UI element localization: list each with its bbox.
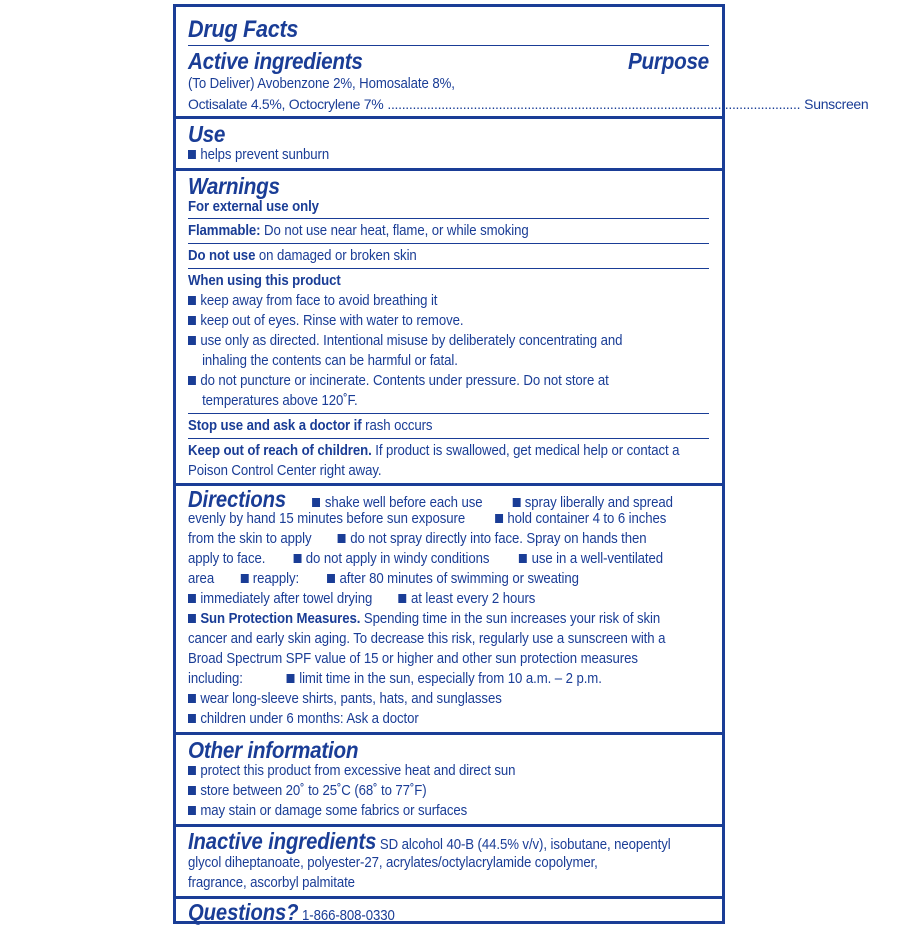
directions-line-1: [188, 486, 673, 512]
when-using-heading: When using this product: [188, 272, 341, 289]
flammable-label: Flammable:: [188, 222, 261, 239]
do-not-use-label: Do not use: [188, 247, 256, 264]
direction-9: immediately after towel drying: [200, 590, 373, 607]
drug-facts-header: [188, 7, 709, 45]
keep-out-text: If product is swallowed, get medical help or contact a: [371, 442, 680, 459]
bullet-icon: [188, 806, 196, 815]
active-ingredients-heading: Active ingredients: [188, 48, 363, 74]
active-line-2-text: Octisalate 4.5%, Octocrylene 7%: [188, 96, 384, 112]
use-item: [188, 145, 646, 165]
use-item-text: helps prevent sunburn: [200, 146, 330, 163]
direction-3-cont: from the skin to apply: [188, 530, 312, 547]
direction-12: wear long-sleeve shirts, pants, hats, and sunglasses: [200, 690, 502, 707]
warnings-heading-row: [188, 171, 709, 197]
direction-3: hold container 4 to 6 inches: [507, 510, 667, 527]
direction-1: shake well before each use: [324, 494, 483, 511]
bullet-icon: [240, 574, 248, 583]
warning-bullet-3-cont: inhaling the contents can be harmful or fatal.: [202, 352, 458, 369]
warning-bullet-3: [188, 331, 646, 351]
warning-bullet-2-text: keep out of eyes. Rinse with water to remove.: [200, 312, 464, 329]
directions-line-8: cancer and early skin aging. To decrease this risk, regularly use a sunscreen with a: [188, 630, 666, 647]
questions-phone: 1-866-808-0330: [302, 907, 395, 924]
sun-protection-text-1: Spending time in the sun increases your risk of skin: [360, 610, 661, 627]
directions-line-7: [188, 609, 661, 629]
bullet-icon: [512, 498, 520, 507]
bullet-icon: [188, 766, 196, 775]
directions-line-9: Broad Spectrum SPF value of 15 or higher and other sun protection measures: [188, 650, 638, 667]
directions-line-4: [188, 549, 664, 569]
bullet-icon: [188, 594, 196, 603]
active-line-2: [188, 94, 869, 114]
questions-heading: Questions?: [188, 899, 299, 925]
other-heading-row: [188, 735, 709, 761]
do-not-use-text: on damaged or broken skin: [255, 247, 417, 264]
drug-facts-panel: [173, 4, 869, 925]
warning-bullet-2: [188, 311, 646, 331]
directions-line-10: [188, 669, 646, 689]
warnings-divider-5: [188, 438, 709, 439]
bullet-icon: [519, 554, 527, 563]
keep-out-line-2: Poison Control Center right away.: [188, 462, 382, 479]
warning-bullet-3-text: use only as directed. Intentional misuse by deliberately concentrating and: [200, 332, 623, 349]
other-item-1: [188, 761, 646, 781]
bullet-icon: [188, 150, 196, 159]
active-heading-row: [188, 48, 709, 74]
direction-2: spray liberally and spread: [524, 494, 673, 511]
do-not-use-line: [188, 246, 646, 266]
warnings-divider-4: [188, 413, 709, 414]
direction-2-cont: evenly by hand 15 minutes before sun exposure: [188, 510, 466, 527]
other-item-1-text: protect this product from excessive heat and direct sun: [200, 762, 516, 779]
leader-dots: ...................................................................................................................: [387, 96, 801, 112]
directions-heading: Directions: [188, 486, 287, 512]
keep-out-label: Keep out of reach of children.: [188, 442, 372, 459]
stop-use-label: Stop use and ask a doctor if: [188, 417, 362, 434]
inactive-line-1: [188, 828, 671, 854]
direction-5: do not apply in windy conditions: [305, 550, 490, 567]
other-item-3: [188, 801, 646, 821]
active-line-1: (To Deliver) Avobenzone 2%, Homosalate 8%,: [188, 75, 455, 92]
bullet-icon: [188, 296, 196, 305]
directions-line-12: [188, 709, 646, 729]
direction-6-cont: area: [188, 570, 215, 587]
other-item-2: [188, 781, 646, 801]
bullet-icon: [495, 514, 503, 523]
direction-7: reapply:: [252, 570, 300, 587]
bullet-icon: [188, 786, 196, 795]
bullet-icon: [399, 594, 407, 603]
bullet-icon: [188, 336, 196, 345]
bullet-icon: [313, 498, 321, 507]
bullet-icon: [327, 574, 335, 583]
bullet-icon: [188, 376, 196, 385]
inactive-line-3: fragrance, ascorbyl palmitate: [188, 874, 355, 891]
purpose-sunscreen: Sunscreen: [804, 96, 869, 112]
direction-6: use in a well-ventilated: [531, 550, 664, 567]
directions-line-3: [188, 529, 646, 549]
inactive-ingredients-heading: Inactive ingredients: [188, 828, 377, 854]
directions-line-11: [188, 689, 646, 709]
purpose-heading: Purpose: [628, 48, 709, 74]
directions-line-6: [188, 589, 646, 609]
inactive-line-2: glycol diheptanoate, polyester-27, acrylates/octylacrylamide copolymer,: [188, 854, 598, 871]
warning-bullet-4-cont: temperatures above 120˚F.: [202, 392, 358, 409]
sun-protection-label: Sun Protection Measures.: [200, 610, 361, 627]
directions-line-2: [188, 509, 667, 529]
title-divider: [188, 45, 709, 46]
warning-bullet-4: [188, 371, 646, 391]
inactive-text-1: SD alcohol 40-B (44.5% v/v), isobutane, neopentyl: [376, 836, 671, 853]
stop-use-line: [188, 416, 646, 436]
direction-8: after 80 minutes of swimming or sweating: [339, 570, 579, 587]
warning-bullet-1: [188, 291, 646, 311]
direction-11: limit time in the sun, especially from 10 a.m. – 2 p.m.: [299, 670, 602, 687]
other-item-3-text: may stain or damage some fabrics or surfaces: [200, 802, 468, 819]
use-heading-row: [188, 119, 709, 145]
drug-facts-inner: [176, 7, 869, 926]
warning-bullet-4-text: do not puncture or incinerate. Contents under pressure. Do not store at: [200, 372, 609, 389]
use-heading: Use: [188, 121, 226, 147]
sun-protection-text-4: including:: [188, 670, 243, 687]
direction-10: at least every 2 hours: [411, 590, 536, 607]
bullet-icon: [188, 316, 196, 325]
warnings-divider-2: [188, 243, 709, 244]
bullet-icon: [188, 694, 196, 703]
direction-13: children under 6 months: Ask a doctor: [200, 710, 419, 727]
directions-line-5: [188, 569, 646, 589]
external-use-only: For external use only: [188, 198, 319, 215]
direction-4: do not spray directly into face. Spray on hands then: [350, 530, 647, 547]
flammable-text: Do not use near heat, flame, or while smoking: [260, 222, 529, 239]
questions-line: [188, 899, 646, 926]
section-divider-other: [176, 824, 722, 827]
stop-use-text: rash occurs: [361, 417, 433, 434]
bullet-icon: [188, 614, 196, 623]
bullet-icon: [293, 554, 301, 563]
other-information-heading: Other information: [188, 737, 359, 763]
keep-out-line: [188, 441, 680, 461]
warnings-divider-3: [188, 268, 709, 269]
flammable-line: [188, 221, 646, 241]
warnings-divider-1: [188, 218, 709, 219]
warnings-heading: Warnings: [188, 173, 280, 199]
warning-bullet-1-text: keep away from face to avoid breathing it: [200, 292, 438, 309]
bullet-icon: [338, 534, 346, 543]
drug-facts-title: Drug Facts: [188, 16, 299, 43]
bullet-icon: [287, 674, 295, 683]
bullet-icon: [188, 714, 196, 723]
other-item-2-text: store between 20˚ to 25˚C (68˚ to 77˚F): [200, 782, 427, 799]
direction-4-cont: apply to face.: [188, 550, 266, 567]
